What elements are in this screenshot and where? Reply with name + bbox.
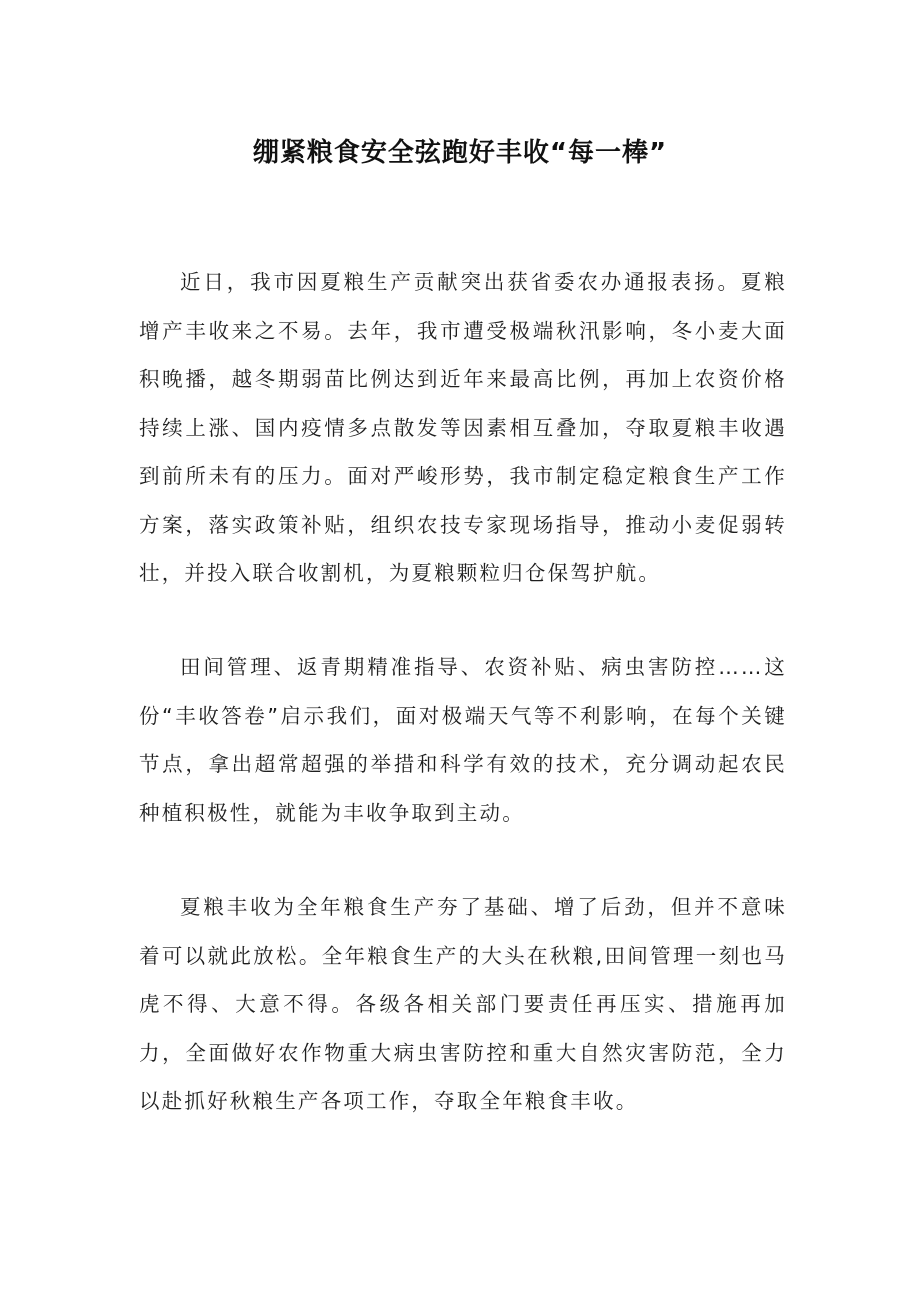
paragraph-3: 夏粮丰收为全年粮食生产夯了基础、增了后劲，但并不意味着可以就此放松。全年粮食生产的大头在秋粮,田间管理一刻也马虎不得、大意不得。各级各相关部门要责任再压实、措施再加力，全面做好农作物重大病虫害防控和重大自然灾害防范，全力以赴抓好秋粮生产各项工作，夺取全年粮食丰收。: [139, 895, 787, 1113]
document-title: 绷紧粮食安全弦跑好丰收“每一棒”: [252, 138, 668, 168]
paragraph-1: 近日，我市因夏粮生产贡献突出获省委农办通报表扬。夏粮增产丰收来之不易。去年，我市遭受极端秋汛影响，冬小麦大面积晚播，越冬期弱苗比例达到近年来最高比例，再加上农资价格持续上涨、国内疫情多点散发等因素相互叠加，夺取夏粮丰收遇到前所未有的压力。面对严峻形势，我市制定稳定粮食生产工作方案，落实政策补贴，组织农技专家现场指导，推动小麦促弱转壮，并投入联合收割机，为夏粮颗粒归仓保驾护航。: [139, 270, 787, 585]
paragraph-2: 田间管理、返青期精准指导、农资补贴、病虫害防控……这份“丰收答卷”启示我们，面对极端天气等不利影响，在每个关键节点，拿出超常超强的举措和科学有效的技术，充分调动起农民种植积极性，就能为丰收争取到主动。: [139, 655, 787, 825]
